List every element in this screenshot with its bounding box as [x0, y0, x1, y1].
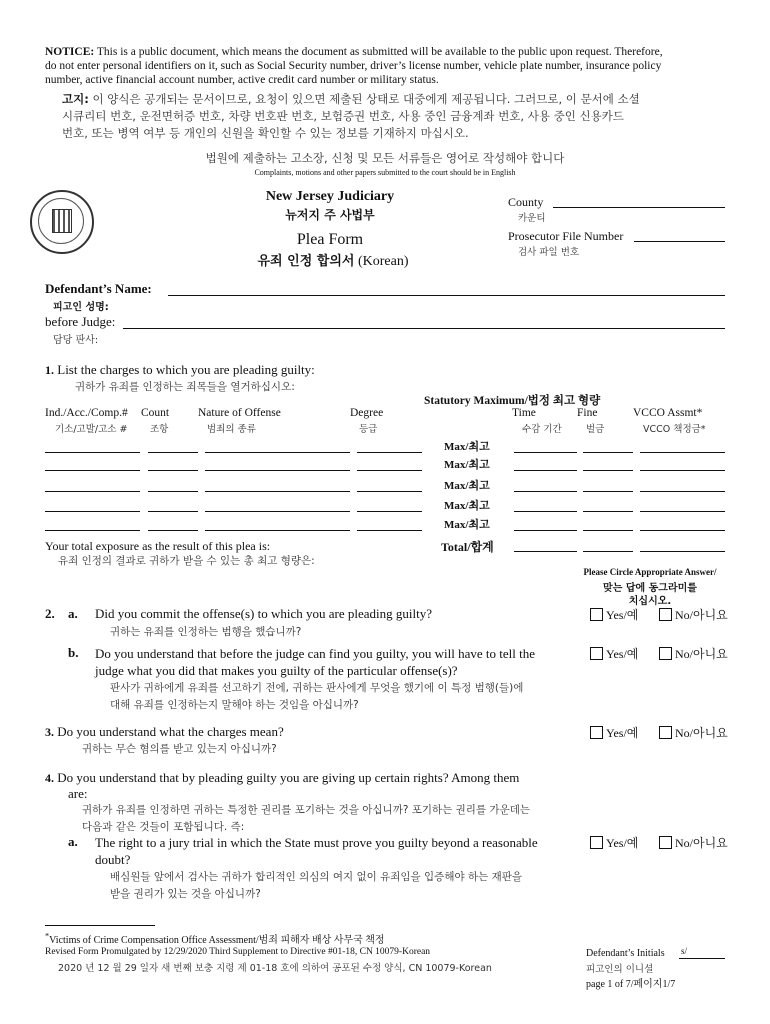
exposure-text: Your total exposure as the result of this plea is: — [45, 539, 271, 553]
q3-number: 3. — [45, 725, 54, 739]
q2a-yes-label: Yes/예 — [606, 608, 639, 622]
charge-ind-field[interactable] — [45, 530, 140, 531]
q4a-ko-1: 배심원들 앞에서 검사는 귀하가 합리적인 의심의 여지 없이 유죄임을 입증해야 하는 재판을 — [110, 871, 523, 883]
col-ind: Ind./Acc./Comp.# — [45, 407, 128, 419]
q4-text-2: are: — [68, 786, 88, 801]
q3-row — [45, 724, 284, 740]
charge-count-field[interactable] — [148, 511, 198, 512]
col-offense: Nature of Offense — [198, 407, 281, 419]
prosecutor-field[interactable] — [634, 241, 725, 242]
q2b-ko-1: 판사가 귀하에게 유죄를 선고하기 전에, 귀하는 판사에게 무엇을 했기에 이 특정 범행(들)에 — [110, 682, 524, 694]
q4-row — [45, 770, 519, 802]
col-offense-ko: 범죄의 종류 — [207, 424, 256, 435]
q2b-letter: b. — [68, 645, 79, 660]
footnote: *Victims of Crime Compensation Office Assessment/범죄 피해자 배상 사무국 책정 — [45, 931, 385, 946]
charge-count-field[interactable] — [148, 491, 198, 492]
q2a-ko: 귀하는 유죄를 인정하는 범행을 했습니까? — [110, 626, 302, 638]
judiciary-title-ko: 뉴저지 주 사법부 — [285, 208, 375, 222]
q4a-text-1: The right to a jury trial in which the State must prove you guilty beyond a reasonable — [95, 835, 538, 850]
circle-instruction-ko-2: 치십시오. — [628, 596, 672, 607]
defendant-name-ko: 피고인 성명: — [53, 302, 109, 313]
q4a-ko — [110, 869, 522, 903]
col-fine: Fine — [577, 407, 598, 419]
exposure-text-ko: 유죄 인정의 결과로 귀하가 받을 수 있는 총 최고 형량은: — [58, 555, 315, 567]
revised-en: Revised Form Promulgated by 12/29/2020 Third Supplement to Directive #01-18, CN 10079-Korean — [45, 947, 431, 957]
q1-text-row — [45, 362, 315, 378]
q4-ko — [82, 802, 530, 836]
charge-degree-field[interactable] — [357, 470, 422, 471]
initials-label: Defendant’s Initials — [586, 948, 665, 959]
q4a-letter: a. — [68, 834, 78, 849]
charge-degree-field[interactable] — [357, 452, 422, 453]
q2a-yes-checkbox[interactable] — [590, 608, 603, 621]
q2b-yes-checkbox[interactable] — [590, 647, 603, 660]
col-count-ko: 조항 — [150, 424, 169, 435]
max-vcco-field[interactable] — [640, 491, 725, 492]
q2b-no-label: No/아니요 — [675, 647, 728, 661]
total-time-field[interactable] — [514, 551, 577, 552]
charge-ind-field[interactable] — [45, 470, 140, 471]
q2b-text-1: Do you understand that before the judge can find you guilty, you will have to tell the — [95, 646, 535, 661]
col-time: Time — [512, 407, 536, 419]
col-count: Count — [141, 407, 170, 419]
max-fine-field[interactable] — [583, 491, 633, 492]
q2b-ko — [110, 680, 523, 714]
max-label: Max/최고 — [444, 441, 490, 453]
notice-ko-2: 시큐리티 번호, 운전면허증 번호, 차량 번호판 번호, 보험증권 번호, 사용 중인 금융계좌 번호, 사용 중인 신용카드 — [62, 109, 624, 123]
max-time-field[interactable] — [514, 530, 577, 531]
q4-number: 4. — [45, 771, 54, 785]
judiciary-seal-logo — [30, 190, 94, 254]
form-language: (Korean) — [357, 254, 409, 269]
q1-text-ko: 귀하가 유죄를 인정하는 죄목들을 열거하십시오: — [75, 381, 295, 393]
max-fine-field[interactable] — [583, 470, 633, 471]
charge-degree-field[interactable] — [357, 511, 422, 512]
max-label: Max/최고 — [444, 519, 490, 531]
total-label: Total/합계 — [441, 540, 494, 554]
max-vcco-field[interactable] — [640, 470, 725, 471]
charge-degree-field[interactable] — [357, 491, 422, 492]
footnote-divider — [45, 925, 155, 926]
q2b-text-2: judge what you did that makes you guilty of the particular offense(s)? — [95, 663, 458, 678]
q4-ko-1: 귀하가 유죄를 인정하면 귀하는 특정한 권리를 포기하는 것을 아십니까? 포기하는 권리를 가운데는 — [82, 804, 531, 816]
initials-signature: s/ — [681, 946, 688, 956]
max-label: Max/최고 — [444, 480, 490, 492]
q2a-no-label: No/아니요 — [675, 608, 728, 622]
defendant-name-label: Defendant’s Name: — [45, 281, 152, 296]
max-vcco-field[interactable] — [640, 452, 725, 453]
col-degree: Degree — [350, 407, 384, 419]
q3-yes-label: Yes/예 — [606, 726, 639, 740]
county-label-ko: 카운티 — [518, 213, 546, 224]
notice — [45, 45, 735, 87]
q3-ko: 귀하는 무슨 혐의를 받고 있는지 아십니까? — [82, 743, 277, 755]
notice-text-2: do not enter personal identifiers on it, such as Social Security number, driver’s license number, vehicle plate number, insurance policy — [45, 60, 662, 72]
defendant-name-field[interactable] — [168, 295, 725, 296]
charge-offense-field[interactable] — [205, 530, 350, 531]
notice-ko-3: 번호, 또는 병역 여부 등 개인의 신원을 확인할 수 있는 정보를 기재하지 마십시오. — [62, 126, 469, 140]
county-label: County — [508, 195, 544, 209]
notice-text-1: This is a public document, which means the document as submitted will be available to the public upon request. Therefore, — [96, 46, 663, 58]
col-time-ko: 수감 기간 — [522, 424, 562, 435]
col-vcco-ko: VCCO 책정금* — [643, 424, 706, 435]
charge-offense-field[interactable] — [205, 470, 350, 471]
max-fine-field[interactable] — [583, 530, 633, 531]
q2b-yes-label: Yes/예 — [606, 647, 639, 661]
form-title-ko-row — [218, 250, 448, 270]
total-vcco-field[interactable] — [640, 551, 725, 552]
max-time-field[interactable] — [514, 470, 577, 471]
q3-no-label: No/아니요 — [675, 726, 728, 740]
q2-number: 2. — [45, 606, 55, 621]
max-fine-field[interactable] — [583, 511, 633, 512]
notice-text-3: number, active financial account number, active credit card number or military status. — [45, 74, 439, 86]
max-label: Max/최고 — [444, 500, 490, 512]
col-ind-ko: 기소/고발/고소 # — [55, 424, 128, 435]
total-fine-field[interactable] — [583, 551, 633, 552]
q3-no-checkbox[interactable] — [659, 726, 672, 739]
charge-offense-field[interactable] — [205, 491, 350, 492]
q4a-no-checkbox[interactable] — [659, 836, 672, 849]
charge-ind-field[interactable] — [45, 452, 140, 453]
initials-ko: 피고인의 이니셜 — [586, 964, 654, 975]
q3-text: Do you understand what the charges mean? — [57, 724, 284, 739]
english-requirement-ko: 법원에 제출하는 고소장, 신청 및 모든 서류들은 영어로 작성해야 합니다 — [205, 151, 565, 165]
q4a-text-2: doubt? — [95, 852, 131, 867]
english-requirement-en: Complaints, motions and other papers submitted to the court should be in English — [254, 168, 516, 177]
prosecutor-label-ko: 검사 파일 번호 — [518, 247, 580, 258]
charge-offense-field[interactable] — [205, 511, 350, 512]
judge-field[interactable] — [123, 328, 725, 329]
q4a-yes-checkbox[interactable] — [590, 836, 603, 849]
county-field[interactable] — [553, 207, 725, 208]
notice-ko-label: 고지: — [62, 92, 89, 106]
judiciary-title: New Jersey Judiciary — [265, 189, 395, 204]
col-degree-ko: 등급 — [359, 424, 378, 435]
circle-instruction-ko-1: 맞는 답에 동그라미를 — [603, 583, 697, 594]
q4a-yes-label: Yes/예 — [606, 836, 639, 850]
page-number: page 1 of 7/페이지1/7 — [586, 979, 676, 990]
q2b-ko-2: 대해 유죄를 인정하는지 말해야 하는 것임을 아십니까? — [110, 699, 359, 711]
footnote-text: Victims of Crime Compensation Office Assessment/범죄 피해자 배상 사무국 책정 — [49, 935, 385, 946]
charge-count-field[interactable] — [148, 530, 198, 531]
q4-ko-2: 다음과 같은 것들이 포함됩니다. 즉: — [82, 821, 245, 833]
charge-count-field[interactable] — [148, 470, 198, 471]
q2b-no-checkbox[interactable] — [659, 647, 672, 660]
q1-number: 1. — [45, 363, 54, 377]
q2a-no-checkbox[interactable] — [659, 608, 672, 621]
q4a-no-label: No/아니요 — [675, 836, 728, 850]
q2a-letter: a. — [68, 606, 78, 621]
q4-text-1: Do you understand that by pleading guilty you are giving up certain rights? Among them — [57, 770, 520, 785]
charge-ind-field[interactable] — [45, 491, 140, 492]
q4a-ko-2: 받을 권리가 있는 것을 아십니까? — [110, 888, 261, 900]
q2b-text — [95, 645, 535, 679]
max-time-field[interactable] — [514, 511, 577, 512]
max-time-field[interactable] — [514, 452, 577, 453]
q3-yes-checkbox[interactable] — [590, 726, 603, 739]
judge-ko: 담당 판사: — [53, 335, 99, 346]
initials-field[interactable] — [679, 958, 725, 959]
charge-degree-field[interactable] — [357, 530, 422, 531]
q4a-text — [95, 834, 538, 868]
charge-count-field[interactable] — [148, 452, 198, 453]
statutory-max-label: Statutory Maximum/법정 최고 형량 — [424, 395, 601, 407]
judge-label: before Judge: — [45, 314, 116, 329]
form-title-ko: 유죄 인정 합의서 — [257, 254, 355, 269]
charge-ind-field[interactable] — [45, 511, 140, 512]
circle-instruction: Please Circle Appropriate Answer/ — [583, 567, 717, 577]
col-fine-ko: 벌금 — [586, 424, 605, 435]
notice-korean — [62, 91, 742, 142]
revised-ko: 2020 년 12 월 29 일자 새 번째 보충 지령 제 01-18 호에 의하여 공포된 수정 양식, CN 10079-Korean — [58, 963, 492, 974]
notice-ko-1: 이 양식은 공개되는 문서이므로, 요청이 있으면 제출된 상태로 대중에게 제공됩니다. 그러므로, 이 문서에 소셜 — [92, 92, 640, 106]
form-title: Plea Form — [296, 231, 364, 248]
charge-offense-field[interactable] — [205, 452, 350, 453]
max-vcco-field[interactable] — [640, 511, 725, 512]
q1-text: List the charges to which you are pleading guilty: — [57, 362, 315, 377]
prosecutor-label: Prosecutor File Number — [508, 229, 624, 243]
max-fine-field[interactable] — [583, 452, 633, 453]
notice-label: NOTICE: — [45, 46, 95, 58]
col-vcco: VCCO Assmt* — [633, 407, 703, 419]
max-time-field[interactable] — [514, 491, 577, 492]
max-vcco-field[interactable] — [640, 530, 725, 531]
q2a-text: Did you commit the offense(s) to which you are pleading guilty? — [95, 606, 432, 621]
max-label: Max/최고 — [444, 459, 490, 471]
